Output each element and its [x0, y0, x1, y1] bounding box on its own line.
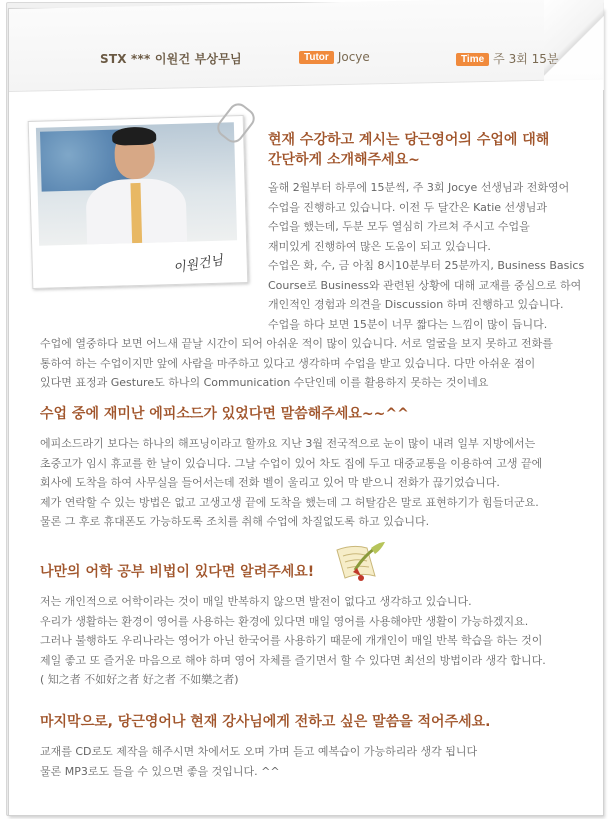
time-info — [456, 50, 558, 67]
text-line: Course로 Business와 관련된 상황에 대해 교재를 중심으로 하여 — [268, 278, 582, 292]
question-3-title: 나만의 어학 공부 비법이 있다면 알려주세요! — [40, 564, 315, 580]
text-line: 수업에 열중하다 보면 어느새 끝날 시간이 되어 아쉬운 적이 많이 있습니다. 서로 얼굴을 보지 못하고 전화를 — [40, 337, 553, 350]
answer-1-part2 — [40, 334, 553, 393]
text-line: 올해 2월부터 하루에 15분씩, 주 3회 Jocye 선생님과 전화영어 — [268, 181, 570, 194]
text-line: 개인적인 경험과 의견을 Discussion 하며 진행하고 있습니다. — [268, 298, 564, 311]
answer-2 — [40, 434, 542, 532]
student-title: STX *** 이원건 부상무님 — [100, 52, 242, 66]
time-badge: Time — [456, 53, 489, 66]
tutor-info — [299, 50, 370, 64]
text-line: 제일 좋고 또 즐거운 마음으로 해야 하며 영어 자체를 즐기면서 할 수 있다면 최선의 방법이라 생각 합니다. — [40, 653, 546, 667]
text-line: 제가 연락할 수 있는 방법은 없고 고생고생 끝에 도착을 했는데 그 허탈감은 말로 표현하기가 힘들더군요. — [40, 495, 539, 509]
signature: 이원건님 — [172, 253, 225, 277]
photo-image — [36, 122, 237, 245]
text-line: 물론 MP3로도 들을 수 있으면 좋을 것입니다. ^^ — [40, 764, 280, 778]
text-line: 에피소드라기 보다는 하나의 해프닝이라고 할까요 지난 3월 전국적으로 눈이 많이 내려 일부 지방에서는 — [40, 437, 536, 450]
pen-and-paper-icon — [331, 540, 389, 588]
text-line: 회사에 도착을 하여 사무실을 들어서는데 전화 벨이 울리고 있어 막 받으니 전화가 끊기었습니다. — [40, 476, 500, 489]
person-tie — [130, 183, 142, 243]
text-line: 통하여 하는 수업이지만 앞에 사람을 마주하고 있다고 생각하며 수업을 받고 있습니다. 다만 아쉬운 점이 — [40, 356, 536, 370]
answer-3 — [40, 592, 546, 690]
tutor-name: Jocye — [337, 50, 370, 64]
question-1-title: 현재 수강하고 계시는 당근영어의 수업에 대해 간단하게 소개해주세요~ — [268, 132, 550, 168]
text-line: 교재를 CD로도 제작을 해주시면 차에서도 오며 가며 듣고 예복습이 가능하리라 생각 됩니다 — [40, 745, 478, 758]
answer-1-part1 — [268, 178, 584, 334]
text-line: 수업을 하다 보면 15분이 너무 짧다는 느낌이 많이 듭니다. — [268, 317, 548, 331]
text-line: 그러나 불행하도 우리나라는 영어가 아닌 한국어를 사용하기 때문에 개개인이 매일 반복 학습을 하는 것이 — [40, 634, 543, 647]
tutor-badge: Tutor — [299, 51, 334, 64]
header-band — [9, 0, 603, 92]
student-photo — [28, 115, 249, 289]
text-line: ( 知之者 不如好之者 好之者 不如樂之者) — [40, 673, 239, 686]
text-line: 수업을 했는데, 두분 모두 열심히 가르쳐 주시고 수업을 — [268, 220, 530, 233]
text-line: 있다면 표정과 Gesture도 하나의 Communication 수단인데 이를 활용하지 못하는 것이네요 — [40, 376, 489, 389]
page-curl — [544, 0, 604, 90]
person-hair — [112, 126, 156, 145]
text-line: 재미있게 진행하여 많은 도움이 되고 있습니다. — [268, 239, 491, 253]
text-line: 우리가 생활하는 환경이 영어를 사용하는 환경에 있다면 매일 영어를 사용해야만 생활이 가능하겠지요. — [40, 614, 529, 628]
question-2-title: 수업 중에 재미난 에피소드가 있었다면 말씀해주세요~~^^ — [40, 406, 409, 422]
text-line: 초중고가 임시 휴교를 한 날이 있습니다. 그날 수업이 있어 차도 집에 두고 대중교통을 이용하여 고생 끝에 — [40, 456, 543, 470]
text-line: 수업은 화, 수, 금 아침 8시10분부터 25분까지, Business Basics — [268, 259, 585, 272]
text-line: 물론 그 후로 휴대폰도 가능하도록 조치를 취해 수업에 차질없도록 하고 있습니다. — [40, 515, 430, 528]
time-value: 주 3회 15분 — [493, 52, 559, 66]
text-line: 수업을 진행하고 있습니다. 이전 두 달간은 Katie 선생님과 — [268, 200, 548, 214]
question-4-title: 마지막으로, 당근영어나 현재 강사님에게 전하고 싶은 말씀을 적어주세요. — [40, 714, 491, 730]
answer-4 — [40, 742, 477, 781]
text-line: 저는 개인적으로 어학이라는 것이 매일 반복하지 않으면 발전이 없다고 생각하고 있습니다. — [40, 595, 472, 608]
